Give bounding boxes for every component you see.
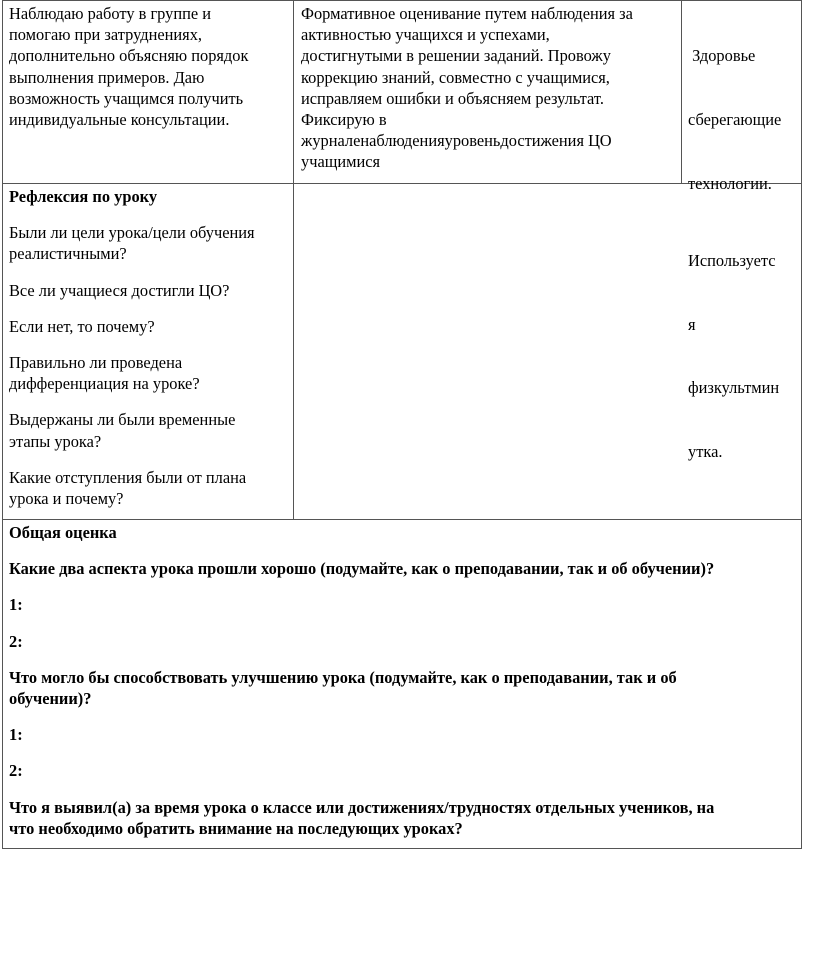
col-divider-1 [293, 0, 294, 520]
text-line: Фиксирую в [301, 110, 387, 130]
question-line: этапы урока? [9, 431, 102, 451]
col-divider-2 [681, 0, 682, 184]
text-line: возможность учащимся получить [9, 88, 244, 108]
text-line: сберегающие [688, 110, 782, 130]
text-line: выполнения примеров. Даю [9, 67, 205, 87]
text-line: индивидуальные консультации. [9, 110, 230, 130]
answer-number: 1: [9, 725, 23, 745]
summary-question: обучении)? [9, 689, 92, 709]
text-line: помогаю при затруднениях, [9, 25, 202, 45]
question-line: Какие отступления были от плана [9, 467, 247, 487]
text-line: утка. [688, 442, 723, 462]
text-line: физкультмин [688, 378, 780, 398]
table-border-bottom [2, 848, 802, 849]
question-line: урока и почему? [9, 489, 124, 509]
question-line: Если нет, то почему? [9, 316, 155, 336]
reflection-title: Рефлексия по уроку [9, 187, 158, 206]
table-border-right [801, 0, 802, 849]
summary-cell [9, 522, 799, 839]
row-divider-2 [2, 519, 802, 520]
summary-question: Какие два аспекта урока прошли хорошо (подумайте, как о преподавании, так и об обучении)? [9, 559, 715, 579]
table-border-left [2, 0, 3, 849]
reflection-answer-cell [301, 186, 797, 516]
text-line: журналенаблюденияуровеньдостижения ЦО [301, 131, 612, 151]
text-line: исправляем ошибки и объясняем результат. [301, 88, 604, 108]
text-line: Наблюдаю работу в группе и [9, 4, 212, 23]
answer-number: 1: [9, 595, 23, 615]
reflection-cell [9, 186, 291, 509]
assessment-cell [301, 3, 679, 173]
text-line: дополнительно объясняю порядок [9, 46, 249, 66]
question-line: Выдержаны ли были временные [9, 410, 236, 430]
summary-question: что необходимо обратить внимание на последующих уроках? [9, 818, 463, 838]
question-line: дифференциация на уроке? [9, 374, 200, 394]
answer-number: 2: [9, 761, 23, 781]
lesson-table [2, 0, 802, 849]
text-line: коррекцию знаний, совместно с учащимися, [301, 67, 610, 87]
text-line: Здоровье [688, 46, 756, 66]
question-line: Были ли цели урока/цели обучения [9, 223, 255, 243]
text-line: Используетс [688, 251, 776, 271]
summary-question: Что могло бы способствовать улучшению урока (подумайте, как о преподавании, так и об [9, 667, 677, 687]
text-line: я [688, 314, 696, 334]
summary-question: Что я выявил(а) за время урока о классе или достижениях/трудностях отдельных учеников, на [9, 797, 715, 817]
text-line: активностью учащихся и успехами, [301, 25, 550, 45]
text-line: технологии. [688, 173, 772, 193]
question-line: реалистичными? [9, 244, 127, 264]
question-line: Все ли учащиеся достигли ЦО? [9, 280, 230, 300]
text-line: Формативное оценивание путем наблюдения за [301, 4, 633, 23]
answer-number: 2: [9, 631, 23, 651]
teacher-activity-cell [9, 3, 289, 130]
text-line: учащимися [301, 152, 381, 172]
summary-title: Общая оценка [9, 523, 117, 542]
question-line: Правильно ли проведена [9, 353, 183, 373]
text-line: достигнутыми в решении заданий. Провожу [301, 46, 611, 66]
